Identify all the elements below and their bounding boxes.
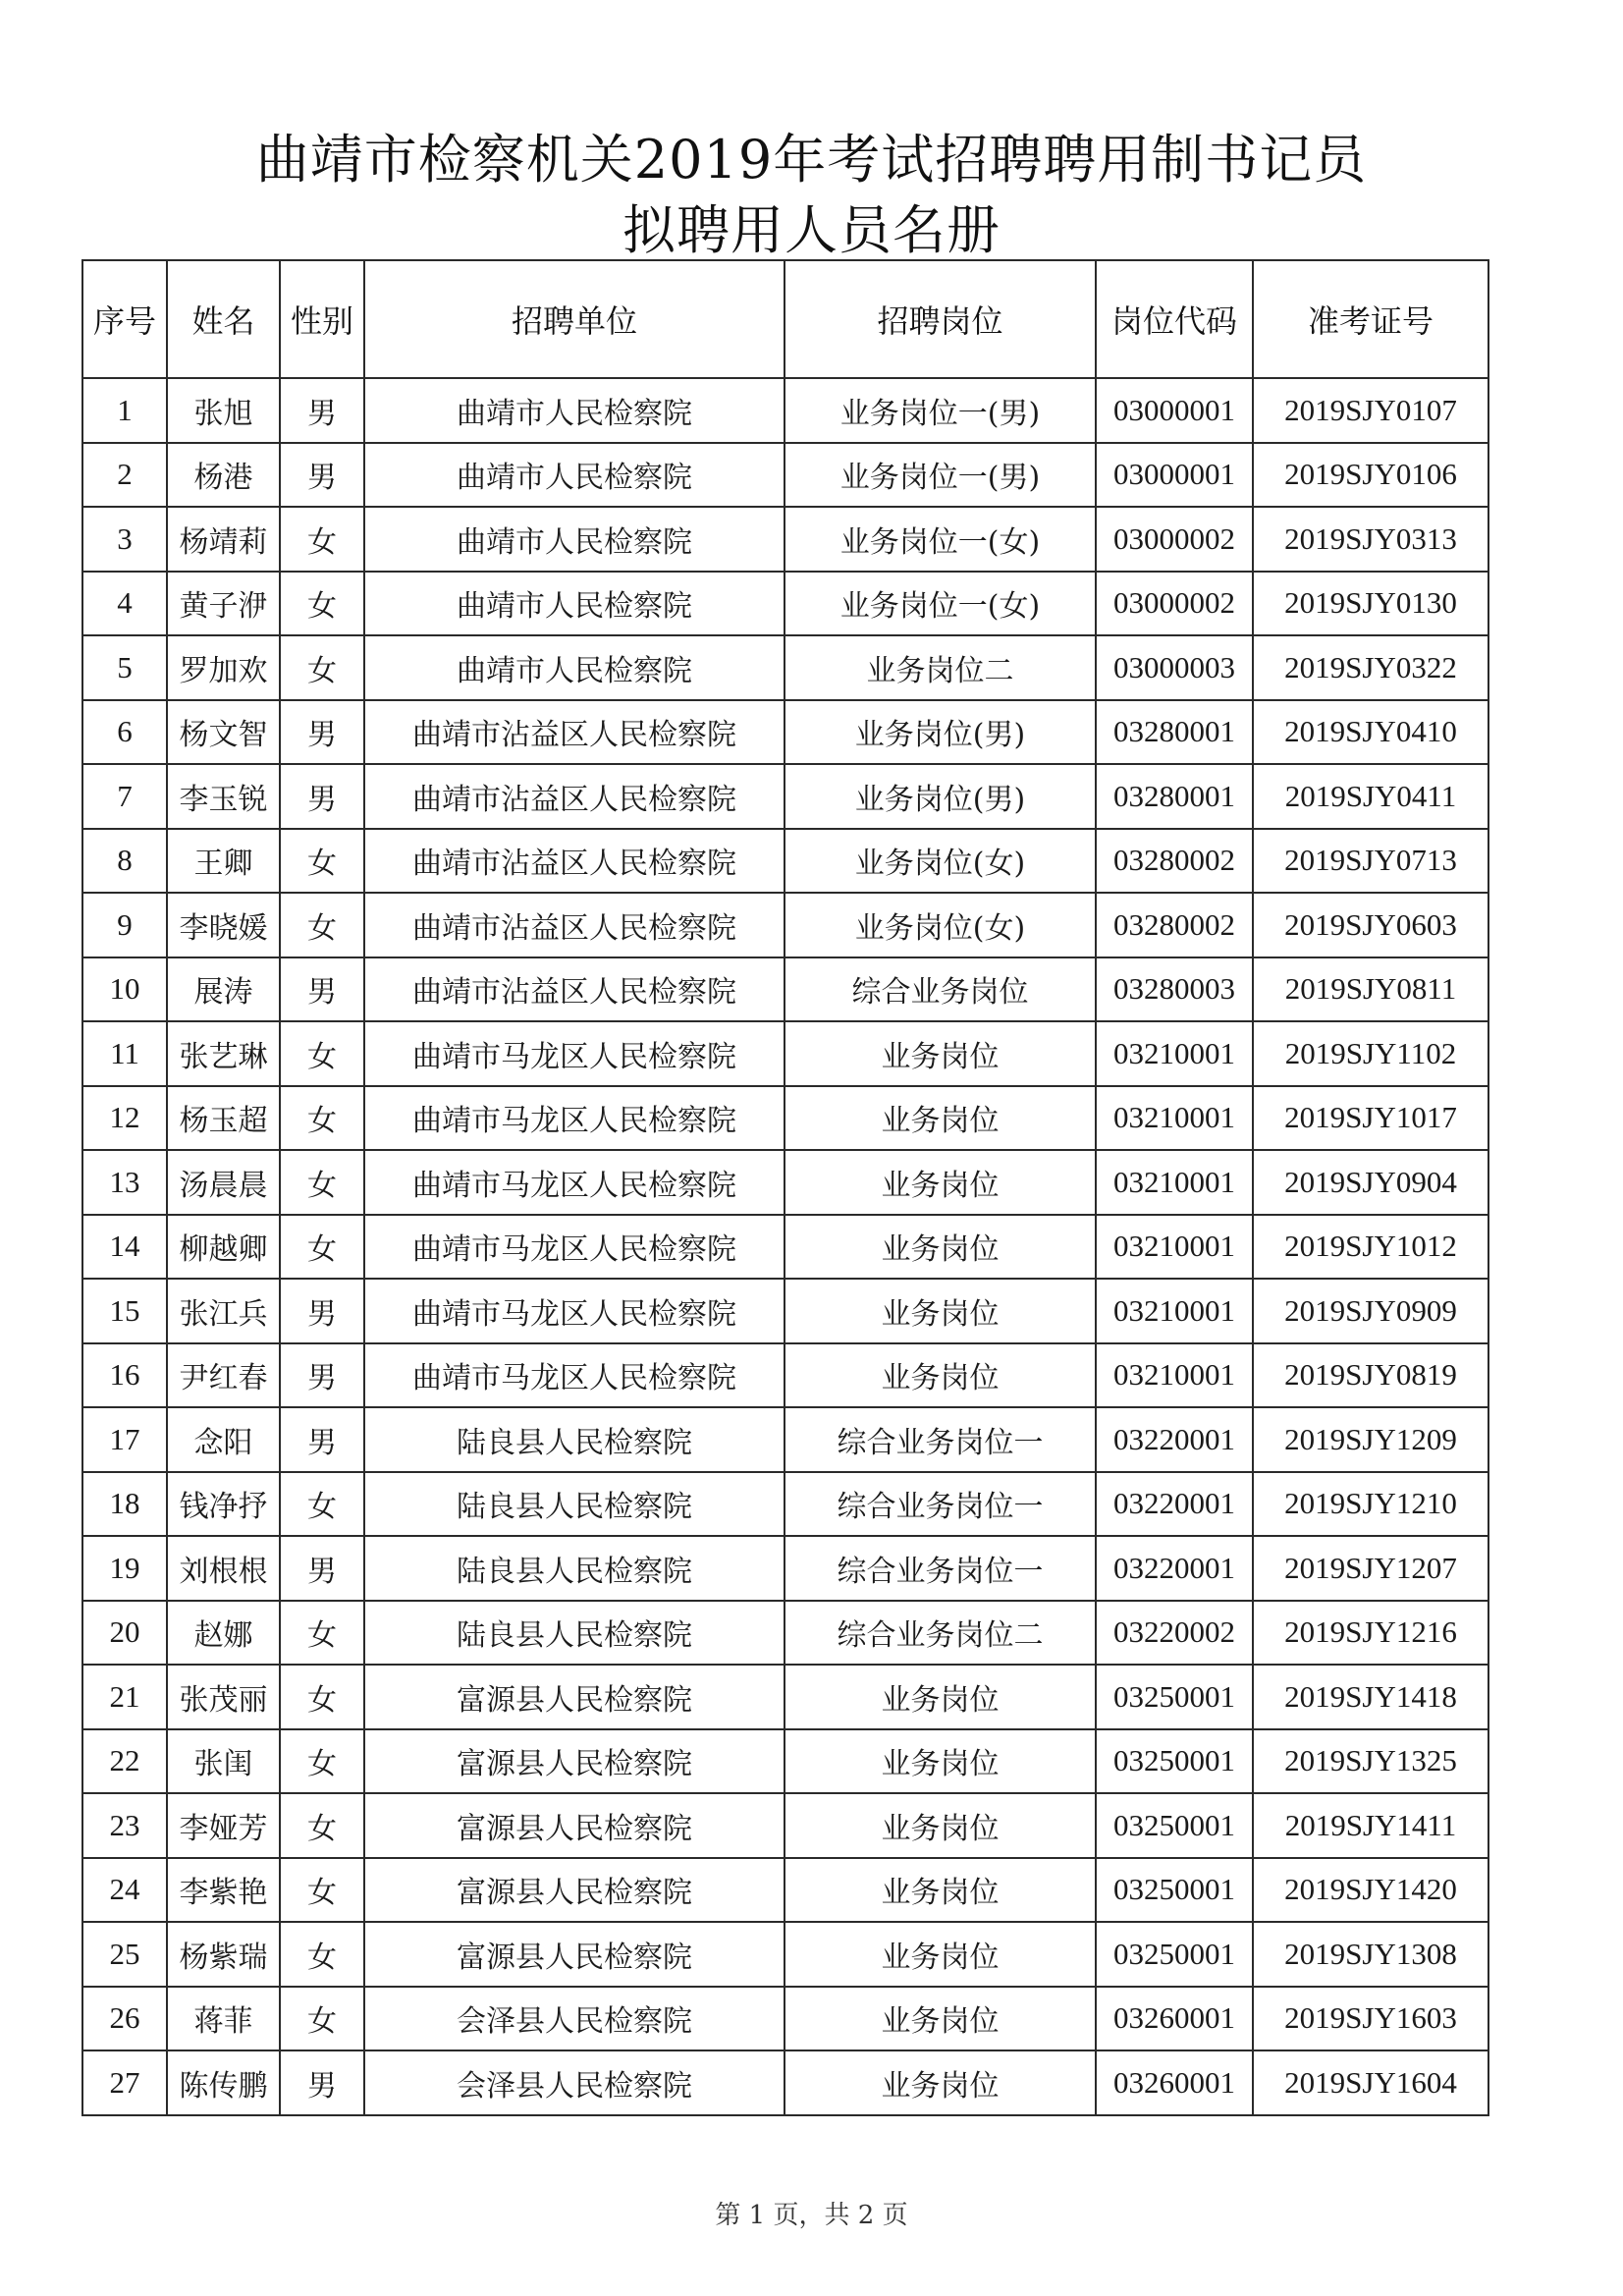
cell-position-code: 03280002 — [1096, 893, 1253, 957]
cell-position-code: 03260001 — [1096, 1987, 1253, 2051]
cell-gender: 女 — [280, 1793, 364, 1858]
cell-position-code: 03210001 — [1096, 1021, 1253, 1086]
cell-gender: 女 — [280, 1922, 364, 1987]
cell-name: 王卿 — [167, 829, 280, 894]
document-title: 曲靖市检察机关2019年考试招聘聘用制书记员 — [255, 129, 1368, 191]
document-subtitle: 拟聘用人员名册 — [622, 199, 1001, 261]
cell-unit: 曲靖市马龙区人民检察院 — [364, 1086, 784, 1151]
cell-position: 业务岗位 — [784, 1793, 1096, 1858]
cell-exam-number: 2019SJY1325 — [1253, 1729, 1488, 1794]
cell-index: 15 — [82, 1279, 167, 1343]
cell-index: 7 — [82, 764, 167, 829]
table-row — [82, 507, 1488, 572]
cell-name: 张艺琳 — [167, 1021, 280, 1086]
cell-position-code: 03000001 — [1096, 443, 1253, 508]
cell-position: 业务岗位 — [784, 1021, 1096, 1086]
header-position: 招聘岗位 — [784, 260, 1096, 378]
cell-unit: 会泽县人民检察院 — [364, 1987, 784, 2051]
table-row — [82, 1987, 1488, 2051]
cell-index: 26 — [82, 1987, 167, 2051]
cell-position: 业务岗位 — [784, 1858, 1096, 1923]
cell-position: 业务岗位一(女) — [784, 572, 1096, 636]
cell-position-code: 03250001 — [1096, 1922, 1253, 1987]
cell-name: 杨港 — [167, 443, 280, 508]
table-row — [82, 1729, 1488, 1794]
cell-position: 业务岗位(女) — [784, 829, 1096, 894]
cell-position: 业务岗位(女) — [784, 893, 1096, 957]
header-index: 序号 — [82, 260, 167, 378]
cell-gender: 女 — [280, 1858, 364, 1923]
cell-unit: 陆良县人民检察院 — [364, 1601, 784, 1666]
table-row — [82, 443, 1488, 508]
cell-exam-number: 2019SJY0603 — [1253, 893, 1488, 957]
cell-gender: 男 — [280, 2050, 364, 2115]
cell-exam-number: 2019SJY1418 — [1253, 1665, 1488, 1729]
cell-unit: 曲靖市马龙区人民检察院 — [364, 1150, 784, 1215]
cell-unit: 曲靖市沾益区人民检察院 — [364, 700, 784, 765]
cell-index: 19 — [82, 1536, 167, 1601]
cell-name: 杨文智 — [167, 700, 280, 765]
cell-position: 综合业务岗位一 — [784, 1536, 1096, 1601]
cell-exam-number: 2019SJY0313 — [1253, 507, 1488, 572]
cell-gender: 女 — [280, 1729, 364, 1794]
table-row — [82, 893, 1488, 957]
cell-exam-number: 2019SJY0107 — [1253, 378, 1488, 443]
cell-exam-number: 2019SJY1210 — [1253, 1472, 1488, 1537]
table-row — [82, 1021, 1488, 1086]
cell-exam-number: 2019SJY0904 — [1253, 1150, 1488, 1215]
cell-gender: 女 — [280, 1021, 364, 1086]
cell-position: 业务岗位 — [784, 1343, 1096, 1408]
cell-name: 蒋菲 — [167, 1987, 280, 2051]
cell-position-code: 03280003 — [1096, 957, 1253, 1022]
cell-position-code: 03000002 — [1096, 507, 1253, 572]
roster-table — [81, 259, 1489, 2116]
cell-name: 罗加欢 — [167, 635, 280, 700]
cell-position: 业务岗位 — [784, 1279, 1096, 1343]
cell-unit: 曲靖市人民检察院 — [364, 635, 784, 700]
cell-name: 尹红春 — [167, 1343, 280, 1408]
cell-unit: 陆良县人民检察院 — [364, 1536, 784, 1601]
table-row — [82, 1343, 1488, 1408]
cell-position: 综合业务岗位一 — [784, 1472, 1096, 1537]
cell-index: 4 — [82, 572, 167, 636]
cell-index: 11 — [82, 1021, 167, 1086]
cell-exam-number: 2019SJY1017 — [1253, 1086, 1488, 1151]
cell-unit: 富源县人民检察院 — [364, 1922, 784, 1987]
cell-name: 张闺 — [167, 1729, 280, 1794]
cell-gender: 女 — [280, 572, 364, 636]
table-row — [82, 1086, 1488, 1151]
cell-gender: 女 — [280, 1665, 364, 1729]
cell-exam-number: 2019SJY1209 — [1253, 1407, 1488, 1472]
cell-unit: 富源县人民检察院 — [364, 1729, 784, 1794]
table-row — [82, 2050, 1488, 2115]
cell-name: 张江兵 — [167, 1279, 280, 1343]
table-row — [82, 1793, 1488, 1858]
cell-name: 李紫艳 — [167, 1858, 280, 1923]
table-row — [82, 1601, 1488, 1666]
cell-unit: 曲靖市沾益区人民检察院 — [364, 829, 784, 894]
cell-name: 钱净抒 — [167, 1472, 280, 1537]
cell-index: 2 — [82, 443, 167, 508]
header-gender: 性别 — [280, 260, 364, 378]
page-footer: 第 1 页，共 2 页 — [715, 2201, 908, 2230]
cell-index: 1 — [82, 378, 167, 443]
cell-unit: 富源县人民检察院 — [364, 1858, 784, 1923]
cell-position: 业务岗位一(男) — [784, 443, 1096, 508]
cell-position-code: 03280001 — [1096, 700, 1253, 765]
cell-gender: 男 — [280, 443, 364, 508]
cell-exam-number: 2019SJY1604 — [1253, 2050, 1488, 2115]
table-row — [82, 378, 1488, 443]
cell-gender: 女 — [280, 1215, 364, 1280]
cell-gender: 女 — [280, 1150, 364, 1215]
cell-gender: 男 — [280, 1343, 364, 1408]
cell-index: 27 — [82, 2050, 167, 2115]
cell-unit: 曲靖市人民检察院 — [364, 507, 784, 572]
cell-unit: 曲靖市沾益区人民检察院 — [364, 893, 784, 957]
cell-name: 张茂丽 — [167, 1665, 280, 1729]
cell-position-code: 03250001 — [1096, 1665, 1253, 1729]
cell-exam-number: 2019SJY0819 — [1253, 1343, 1488, 1408]
cell-index: 17 — [82, 1407, 167, 1472]
cell-index: 25 — [82, 1922, 167, 1987]
cell-position-code: 03000001 — [1096, 378, 1253, 443]
cell-index: 23 — [82, 1793, 167, 1858]
cell-index: 18 — [82, 1472, 167, 1537]
cell-index: 6 — [82, 700, 167, 765]
roster-body — [82, 378, 1488, 2115]
cell-gender: 男 — [280, 764, 364, 829]
cell-unit: 陆良县人民检察院 — [364, 1472, 784, 1537]
table-row — [82, 1215, 1488, 1280]
cell-unit: 富源县人民检察院 — [364, 1665, 784, 1729]
cell-position-code: 03260001 — [1096, 2050, 1253, 2115]
cell-name: 杨紫瑞 — [167, 1922, 280, 1987]
cell-name: 刘根根 — [167, 1536, 280, 1601]
cell-position: 业务岗位 — [784, 1215, 1096, 1280]
cell-exam-number: 2019SJY1308 — [1253, 1922, 1488, 1987]
cell-position: 业务岗位二 — [784, 635, 1096, 700]
table-row — [82, 764, 1488, 829]
cell-unit: 曲靖市马龙区人民检察院 — [364, 1215, 784, 1280]
cell-name: 李晓媛 — [167, 893, 280, 957]
header-unit: 招聘单位 — [364, 260, 784, 378]
cell-position: 综合业务岗位 — [784, 957, 1096, 1022]
cell-name: 赵娜 — [167, 1601, 280, 1666]
cell-gender: 女 — [280, 1987, 364, 2051]
cell-name: 展涛 — [167, 957, 280, 1022]
cell-position: 综合业务岗位二 — [784, 1601, 1096, 1666]
cell-position-code: 03280002 — [1096, 829, 1253, 894]
cell-position: 业务岗位 — [784, 1150, 1096, 1215]
cell-exam-number: 2019SJY1207 — [1253, 1536, 1488, 1601]
cell-position-code: 03250001 — [1096, 1858, 1253, 1923]
cell-position: 业务岗位 — [784, 1665, 1096, 1729]
cell-position: 业务岗位(男) — [784, 700, 1096, 765]
cell-exam-number: 2019SJY1603 — [1253, 1987, 1488, 2051]
cell-index: 12 — [82, 1086, 167, 1151]
cell-gender: 男 — [280, 1407, 364, 1472]
table-row — [82, 957, 1488, 1022]
cell-unit: 曲靖市人民检察院 — [364, 443, 784, 508]
cell-position: 业务岗位 — [784, 1987, 1096, 2051]
cell-index: 8 — [82, 829, 167, 894]
cell-index: 22 — [82, 1729, 167, 1794]
cell-position: 综合业务岗位一 — [784, 1407, 1096, 1472]
table-row — [82, 1472, 1488, 1537]
cell-gender: 女 — [280, 1086, 364, 1151]
cell-exam-number: 2019SJY0909 — [1253, 1279, 1488, 1343]
cell-exam-number: 2019SJY1420 — [1253, 1858, 1488, 1923]
cell-gender: 男 — [280, 378, 364, 443]
cell-name: 张旭 — [167, 378, 280, 443]
table-row — [82, 1407, 1488, 1472]
cell-position-code: 03250001 — [1096, 1729, 1253, 1794]
table-row — [82, 635, 1488, 700]
cell-position-code: 03210001 — [1096, 1279, 1253, 1343]
cell-position: 业务岗位一(男) — [784, 378, 1096, 443]
cell-name: 李玉锐 — [167, 764, 280, 829]
table-row — [82, 700, 1488, 765]
table-row — [82, 1279, 1488, 1343]
cell-index: 24 — [82, 1858, 167, 1923]
cell-index: 10 — [82, 957, 167, 1022]
cell-exam-number: 2019SJY1411 — [1253, 1793, 1488, 1858]
cell-position-code: 03220001 — [1096, 1472, 1253, 1537]
cell-unit: 曲靖市人民检察院 — [364, 572, 784, 636]
header-name: 姓名 — [167, 260, 280, 378]
cell-gender: 女 — [280, 1472, 364, 1537]
cell-index: 16 — [82, 1343, 167, 1408]
cell-position: 业务岗位 — [784, 1086, 1096, 1151]
cell-position: 业务岗位一(女) — [784, 507, 1096, 572]
cell-gender: 女 — [280, 1601, 364, 1666]
cell-unit: 曲靖市马龙区人民检察院 — [364, 1021, 784, 1086]
cell-name: 汤晨晨 — [167, 1150, 280, 1215]
cell-exam-number: 2019SJY0106 — [1253, 443, 1488, 508]
cell-exam-number: 2019SJY1012 — [1253, 1215, 1488, 1280]
table-row — [82, 1858, 1488, 1923]
header-row — [82, 260, 1488, 378]
cell-exam-number: 2019SJY1216 — [1253, 1601, 1488, 1666]
cell-exam-number: 2019SJY0130 — [1253, 572, 1488, 636]
cell-name: 陈传鹏 — [167, 2050, 280, 2115]
cell-index: 13 — [82, 1150, 167, 1215]
cell-gender: 男 — [280, 957, 364, 1022]
cell-position-code: 03000003 — [1096, 635, 1253, 700]
cell-unit: 富源县人民检察院 — [364, 1793, 784, 1858]
cell-position: 业务岗位 — [784, 2050, 1096, 2115]
table-row — [82, 1536, 1488, 1601]
cell-position: 业务岗位(男) — [784, 764, 1096, 829]
cell-position-code: 03000002 — [1096, 572, 1253, 636]
table-row — [82, 1665, 1488, 1729]
cell-gender: 女 — [280, 507, 364, 572]
cell-position-code: 03220001 — [1096, 1407, 1253, 1472]
cell-name: 李娅芳 — [167, 1793, 280, 1858]
table-row — [82, 1150, 1488, 1215]
cell-unit: 曲靖市沾益区人民检察院 — [364, 764, 784, 829]
cell-unit: 曲靖市沾益区人民检察院 — [364, 957, 784, 1022]
cell-position-code: 03220001 — [1096, 1536, 1253, 1601]
cell-gender: 女 — [280, 635, 364, 700]
cell-gender: 女 — [280, 893, 364, 957]
cell-position-code: 03220002 — [1096, 1601, 1253, 1666]
cell-index: 3 — [82, 507, 167, 572]
header-position-code: 岗位代码 — [1096, 260, 1253, 378]
table-row — [82, 1922, 1488, 1987]
cell-name: 杨靖莉 — [167, 507, 280, 572]
cell-name: 黄子洢 — [167, 572, 280, 636]
cell-position: 业务岗位 — [784, 1729, 1096, 1794]
cell-exam-number: 2019SJY0322 — [1253, 635, 1488, 700]
cell-unit: 曲靖市马龙区人民检察院 — [364, 1343, 784, 1408]
cell-unit: 陆良县人民检察院 — [364, 1407, 784, 1472]
cell-index: 20 — [82, 1601, 167, 1666]
cell-position-code: 03210001 — [1096, 1215, 1253, 1280]
cell-position-code: 03250001 — [1096, 1793, 1253, 1858]
cell-gender: 男 — [280, 700, 364, 765]
table-row — [82, 572, 1488, 636]
cell-unit: 曲靖市马龙区人民检察院 — [364, 1279, 784, 1343]
cell-exam-number: 2019SJY0713 — [1253, 829, 1488, 894]
cell-name: 念阳 — [167, 1407, 280, 1472]
cell-name: 柳越卿 — [167, 1215, 280, 1280]
cell-position-code: 03210001 — [1096, 1343, 1253, 1408]
cell-gender: 男 — [280, 1279, 364, 1343]
cell-gender: 女 — [280, 829, 364, 894]
header-exam-number: 准考证号 — [1253, 260, 1488, 378]
cell-position-code: 03210001 — [1096, 1150, 1253, 1215]
cell-index: 14 — [82, 1215, 167, 1280]
cell-unit: 曲靖市人民检察院 — [364, 378, 784, 443]
cell-index: 9 — [82, 893, 167, 957]
cell-position-code: 03210001 — [1096, 1086, 1253, 1151]
cell-index: 5 — [82, 635, 167, 700]
cell-exam-number: 2019SJY0811 — [1253, 957, 1488, 1022]
cell-exam-number: 2019SJY0411 — [1253, 764, 1488, 829]
cell-name: 杨玉超 — [167, 1086, 280, 1151]
cell-index: 21 — [82, 1665, 167, 1729]
cell-exam-number: 2019SJY1102 — [1253, 1021, 1488, 1086]
cell-exam-number: 2019SJY0410 — [1253, 700, 1488, 765]
cell-position-code: 03280001 — [1096, 764, 1253, 829]
table-row — [82, 829, 1488, 894]
cell-unit: 会泽县人民检察院 — [364, 2050, 784, 2115]
cell-gender: 男 — [280, 1536, 364, 1601]
cell-position: 业务岗位 — [784, 1922, 1096, 1987]
